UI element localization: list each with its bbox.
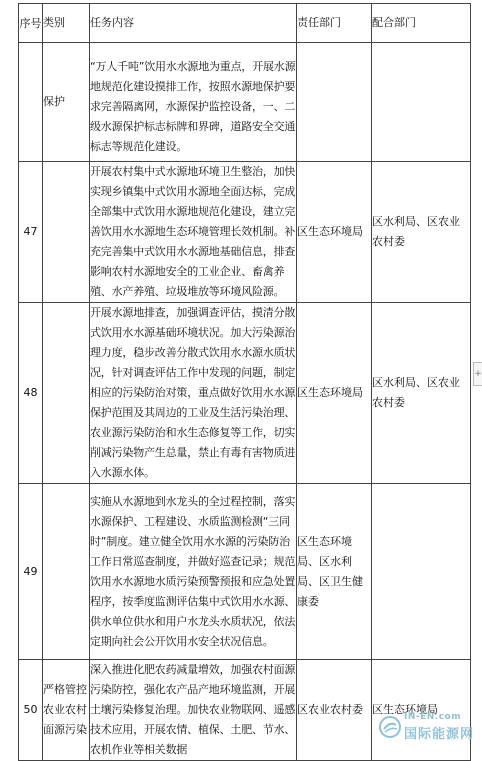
table-row xyxy=(19,660,471,761)
table-row xyxy=(19,162,471,303)
row-no: 48 xyxy=(19,303,43,484)
row-responsible: 区农业农村委 xyxy=(297,660,372,761)
row-no: 49 xyxy=(19,484,43,660)
row-cooperating: 区水利局、区农业农村委 xyxy=(372,303,471,484)
header-category: 类别 xyxy=(43,4,90,43)
row-category xyxy=(43,162,90,303)
table-row xyxy=(19,484,471,660)
site-watermark xyxy=(378,711,476,741)
row-cooperating: 区生态环境局 xyxy=(372,660,471,761)
header-responsible: 责任部门 xyxy=(297,4,372,43)
row-task: “万人千吨”饮用水水源地为重点，开展水源地规范化建设摸排工作，按照水源地保护要求完善隔离网，水源保护监控设备，一、二级水源保护标志标牌和界碑，道路安全交通标志等规范化建设。 xyxy=(90,43,297,162)
row-responsible: 区生态环境局、区水利局、区卫生健康委 xyxy=(297,484,372,660)
row-cooperating xyxy=(372,43,471,162)
header-task: 任务内容 xyxy=(90,4,297,43)
row-category xyxy=(43,484,90,660)
watermark-domain: IN-EN.com xyxy=(404,712,462,722)
table-header-row xyxy=(19,4,471,43)
row-category xyxy=(43,303,90,484)
row-task: 开展水源地排查，加强调查评估，摸清分散式饮用水水源基础环境状况。加大污染源治理力度，稳步改善分散式饮用水水源水质状况，针对调查评估工作中发现的问题，制定相应的污染防治对策，重点做好饮用水水源保护范围及其周边的工业及生活污染治理、农业源污染防治和水生态修复等工作，切实削减污染物产生总量，禁止有毒有害物质进入水源水体。 xyxy=(90,303,297,484)
row-no: 47 xyxy=(19,162,43,303)
row-category: 保护 xyxy=(43,43,90,162)
row-task: 实施从水源地到水龙头的全过程控制，落实水源保护、工程建设、水质监测检测“三同时”制度。建立健全饮用水水源的污染防治工作日常巡查制度，并做好巡查记录；规范饮用水水源地水质污染预警预报和应急处置程序，按季度监测评估集中式饮用水水源、供水单位供水和用户水龙头水质状况，依法定期向社会公开饮用水安全状况信息。 xyxy=(90,484,297,660)
table-row xyxy=(19,303,471,484)
page-scroll-handle[interactable]: + xyxy=(473,362,482,386)
header-no: 序号 xyxy=(19,4,43,43)
row-no: 50 xyxy=(19,660,43,761)
row-no xyxy=(19,43,43,162)
row-responsible xyxy=(297,43,372,162)
row-responsible: 区生态环境局 xyxy=(297,162,372,303)
watermark-name: 国际能源网 xyxy=(404,727,475,742)
header-cooperating: 配合部门 xyxy=(372,4,471,43)
task-table xyxy=(18,3,471,761)
row-responsible: 区生态环境局 xyxy=(297,303,372,484)
row-task: 开展农村集中式水源地环境卫生整治，加快实现乡镇集中式饮用水源地全面达标，完成全部集中式饮用水源地规范化建设，建立完善饮用水水源地生态环境管理长效机制。补充完善集中式饮用水水源地基础信息，排查影响农村水源地安全的工业企业、畜禽养殖、水产养殖、垃圾堆放等环境风险源。 xyxy=(90,162,297,303)
row-task: 深入推进化肥农药减量增效，加强农村面源污染防控，强化农产品产地环境监测，开展土壤污染修复治理。加快农业物联网、遥感技术应用，开展农情、植保、土肥、节水、农机作业等相关数据 xyxy=(90,660,297,761)
row-cooperating xyxy=(372,484,471,660)
globe-logo-icon xyxy=(378,715,402,739)
table-row xyxy=(19,43,471,162)
row-category: 严格管控农业农村面源污染 xyxy=(43,660,90,761)
row-cooperating: 区水利局、区农业农村委 xyxy=(372,162,471,303)
